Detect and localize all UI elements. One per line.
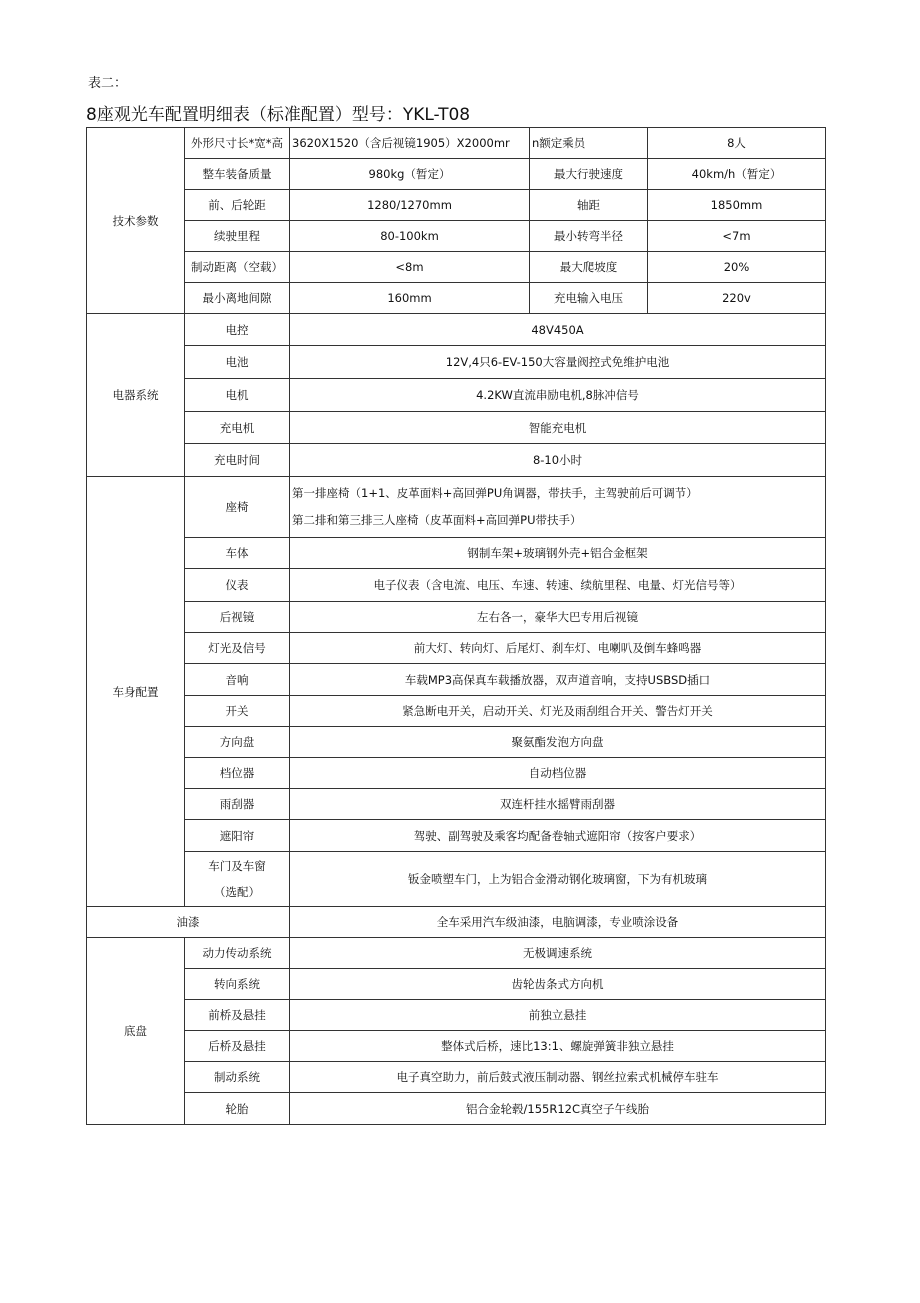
cell-label: 充电输入电压 — [530, 283, 648, 314]
table-row — [87, 664, 826, 696]
door-label-line-1: 车门及车窗 — [208, 859, 266, 873]
table-row — [87, 444, 826, 477]
cell-value: 160mm — [290, 283, 530, 314]
seat-line-2: 第二排和第三排三人座椅（皮革面料+高回弹PU带扶手） — [292, 513, 582, 527]
cell-label: n额定乘员 — [530, 128, 648, 159]
cell-value: 铝合金轮毂/155R12C真空子午线胎 — [290, 1093, 826, 1125]
cell-value: 3620X1520（含后视镜1905）X2000mr — [290, 128, 530, 159]
cell-label: 最小转弯半径 — [530, 221, 648, 252]
cell-label: 车体 — [185, 538, 290, 569]
table-row — [87, 128, 826, 159]
cell-label: 电池 — [185, 346, 290, 379]
cell-value: 40km/h（暂定） — [648, 159, 826, 190]
cell-label: 前、后轮距 — [185, 190, 290, 221]
cell-label: 仪表 — [185, 569, 290, 602]
cell-value: 48V450A — [290, 314, 826, 346]
cell-value: 整体式后桥，速比13:1、螺旋弹簧非独立悬挂 — [290, 1031, 826, 1062]
cell-label: 电控 — [185, 314, 290, 346]
table-row — [87, 938, 826, 969]
cell-value: 智能充电机 — [290, 412, 826, 444]
cell-label: 整车装备质量 — [185, 159, 290, 190]
cell-value: 20% — [648, 252, 826, 283]
cell-label: 前桥及悬挂 — [185, 1000, 290, 1031]
table-row — [87, 252, 826, 283]
cell-label: 档位器 — [185, 758, 290, 789]
table-row — [87, 283, 826, 314]
cell-label: 轴距 — [530, 190, 648, 221]
cell-value: 4.2KW直流串励电机,8脉冲信号 — [290, 379, 826, 412]
cell-value: 1280/1270mm — [290, 190, 530, 221]
cell-value: 全车采用汽车级油漆，电脑调漆，专业喷涂设备 — [290, 907, 826, 938]
cell-value: 聚氨酯发泡方向盘 — [290, 727, 826, 758]
table-row — [87, 696, 826, 727]
table-row — [87, 1031, 826, 1062]
config-table — [86, 127, 826, 1125]
table-row — [87, 1093, 826, 1125]
cell-label: 制动距离（空载） — [185, 252, 290, 283]
cell-label: 电机 — [185, 379, 290, 412]
cell-label: 充电时间 — [185, 444, 290, 477]
cell-label: 最小离地间隙 — [185, 283, 290, 314]
table-row — [87, 190, 826, 221]
cell-value: 前独立悬挂 — [290, 1000, 826, 1031]
cell-value: 电子真空助力，前后鼓式液压制动器、钢丝拉索式机械停车驻车 — [290, 1062, 826, 1093]
section-label-chassis: 底盘 — [87, 938, 185, 1125]
table-row — [87, 789, 826, 820]
document-title: 8座观光车配置明细表（标准配置）型号：YKL-T08 — [86, 105, 471, 125]
cell-label: 充电机 — [185, 412, 290, 444]
table-row — [87, 969, 826, 1000]
cell-value: 电子仪表（含电流、电压、车速、转速、续航里程、电量、灯光信号等） — [290, 569, 826, 602]
cell-value: 12V,4只6-EV-150大容量阀控式免维护电池 — [290, 346, 826, 379]
cell-label: 最大爬坡度 — [530, 252, 648, 283]
seat-line-1: 第一排座椅（1+1、皮革面料+高回弹PU角调器，带扶手，主驾驶前后可调节） — [292, 486, 698, 500]
cell-label: 遮阳帘 — [185, 820, 290, 852]
cell-label: 外形尺寸长*宽*高 — [185, 128, 290, 159]
table-row — [87, 758, 826, 789]
cell-value: 左右各一，豪华大巴专用后视镜 — [290, 602, 826, 633]
cell-label: 续驶里程 — [185, 221, 290, 252]
table-row — [87, 820, 826, 852]
cell-label: 开关 — [185, 696, 290, 727]
cell-label: 最大行驶速度 — [530, 159, 648, 190]
table-row — [87, 159, 826, 190]
cell-value: 1850mm — [648, 190, 826, 221]
cell-label: 动力传动系统 — [185, 938, 290, 969]
cell-label: 方向盘 — [185, 727, 290, 758]
table-row — [87, 221, 826, 252]
seat-description — [290, 477, 826, 538]
table-row — [87, 538, 826, 569]
cell-label: 后视镜 — [185, 602, 290, 633]
cell-value: 钣金喷塑车门，上为铝合金滑动钢化玻璃窗，下为有机玻璃 — [290, 852, 826, 907]
cell-value: 8-10小时 — [290, 444, 826, 477]
table-row — [87, 379, 826, 412]
cell-value: 自动档位器 — [290, 758, 826, 789]
cell-value: 钢制车架+玻璃钢外壳+铝合金框架 — [290, 538, 826, 569]
cell-label: 音响 — [185, 664, 290, 696]
cell-value: 双连杆挂水摇臂雨刮器 — [290, 789, 826, 820]
table-caption: 表二： — [88, 76, 128, 91]
cell-label: 轮胎 — [185, 1093, 290, 1125]
table-row — [87, 727, 826, 758]
cell-value: 驾驶、副驾驶及乘客均配备卷轴式遮阳帘（按客户要求） — [290, 820, 826, 852]
table-row — [87, 1062, 826, 1093]
cell-value: 车载MP3高保真车载播放器，双声道音响，支持USBSD插口 — [290, 664, 826, 696]
cell-label: 雨刮器 — [185, 789, 290, 820]
section-label-body: 车身配置 — [87, 477, 185, 907]
table-row — [87, 477, 826, 538]
cell-value: 紧急断电开关，启动开关、灯光及雨刮组合开关、警告灯开关 — [290, 696, 826, 727]
cell-label: 座椅 — [185, 477, 290, 538]
table-row — [87, 907, 826, 938]
section-label-electric: 电器系统 — [87, 314, 185, 477]
cell-value: 220v — [648, 283, 826, 314]
cell-label: 转向系统 — [185, 969, 290, 1000]
cell-label: 灯光及信号 — [185, 633, 290, 664]
table-row — [87, 314, 826, 346]
cell-value: 齿轮齿条式方向机 — [290, 969, 826, 1000]
cell-value: <7m — [648, 221, 826, 252]
table-row — [87, 346, 826, 379]
table-row — [87, 852, 826, 907]
section-label-paint: 油漆 — [87, 907, 290, 938]
table-row — [87, 602, 826, 633]
table-row — [87, 569, 826, 602]
cell-value: 80-100km — [290, 221, 530, 252]
cell-value: 前大灯、转向灯、后尾灯、刹车灯、电喇叭及倒车蜂鸣器 — [290, 633, 826, 664]
cell-label: 制动系统 — [185, 1062, 290, 1093]
table-row — [87, 633, 826, 664]
cell-value: 无极调速系统 — [290, 938, 826, 969]
cell-label: 后桥及悬挂 — [185, 1031, 290, 1062]
cell-value: 980kg（暂定） — [290, 159, 530, 190]
door-label — [185, 852, 290, 907]
table-row — [87, 1000, 826, 1031]
cell-value: <8m — [290, 252, 530, 283]
section-label-tech: 技术参数 — [87, 128, 185, 314]
door-label-line-2: （选配） — [214, 885, 260, 899]
cell-value: 8人 — [648, 128, 826, 159]
table-row — [87, 412, 826, 444]
